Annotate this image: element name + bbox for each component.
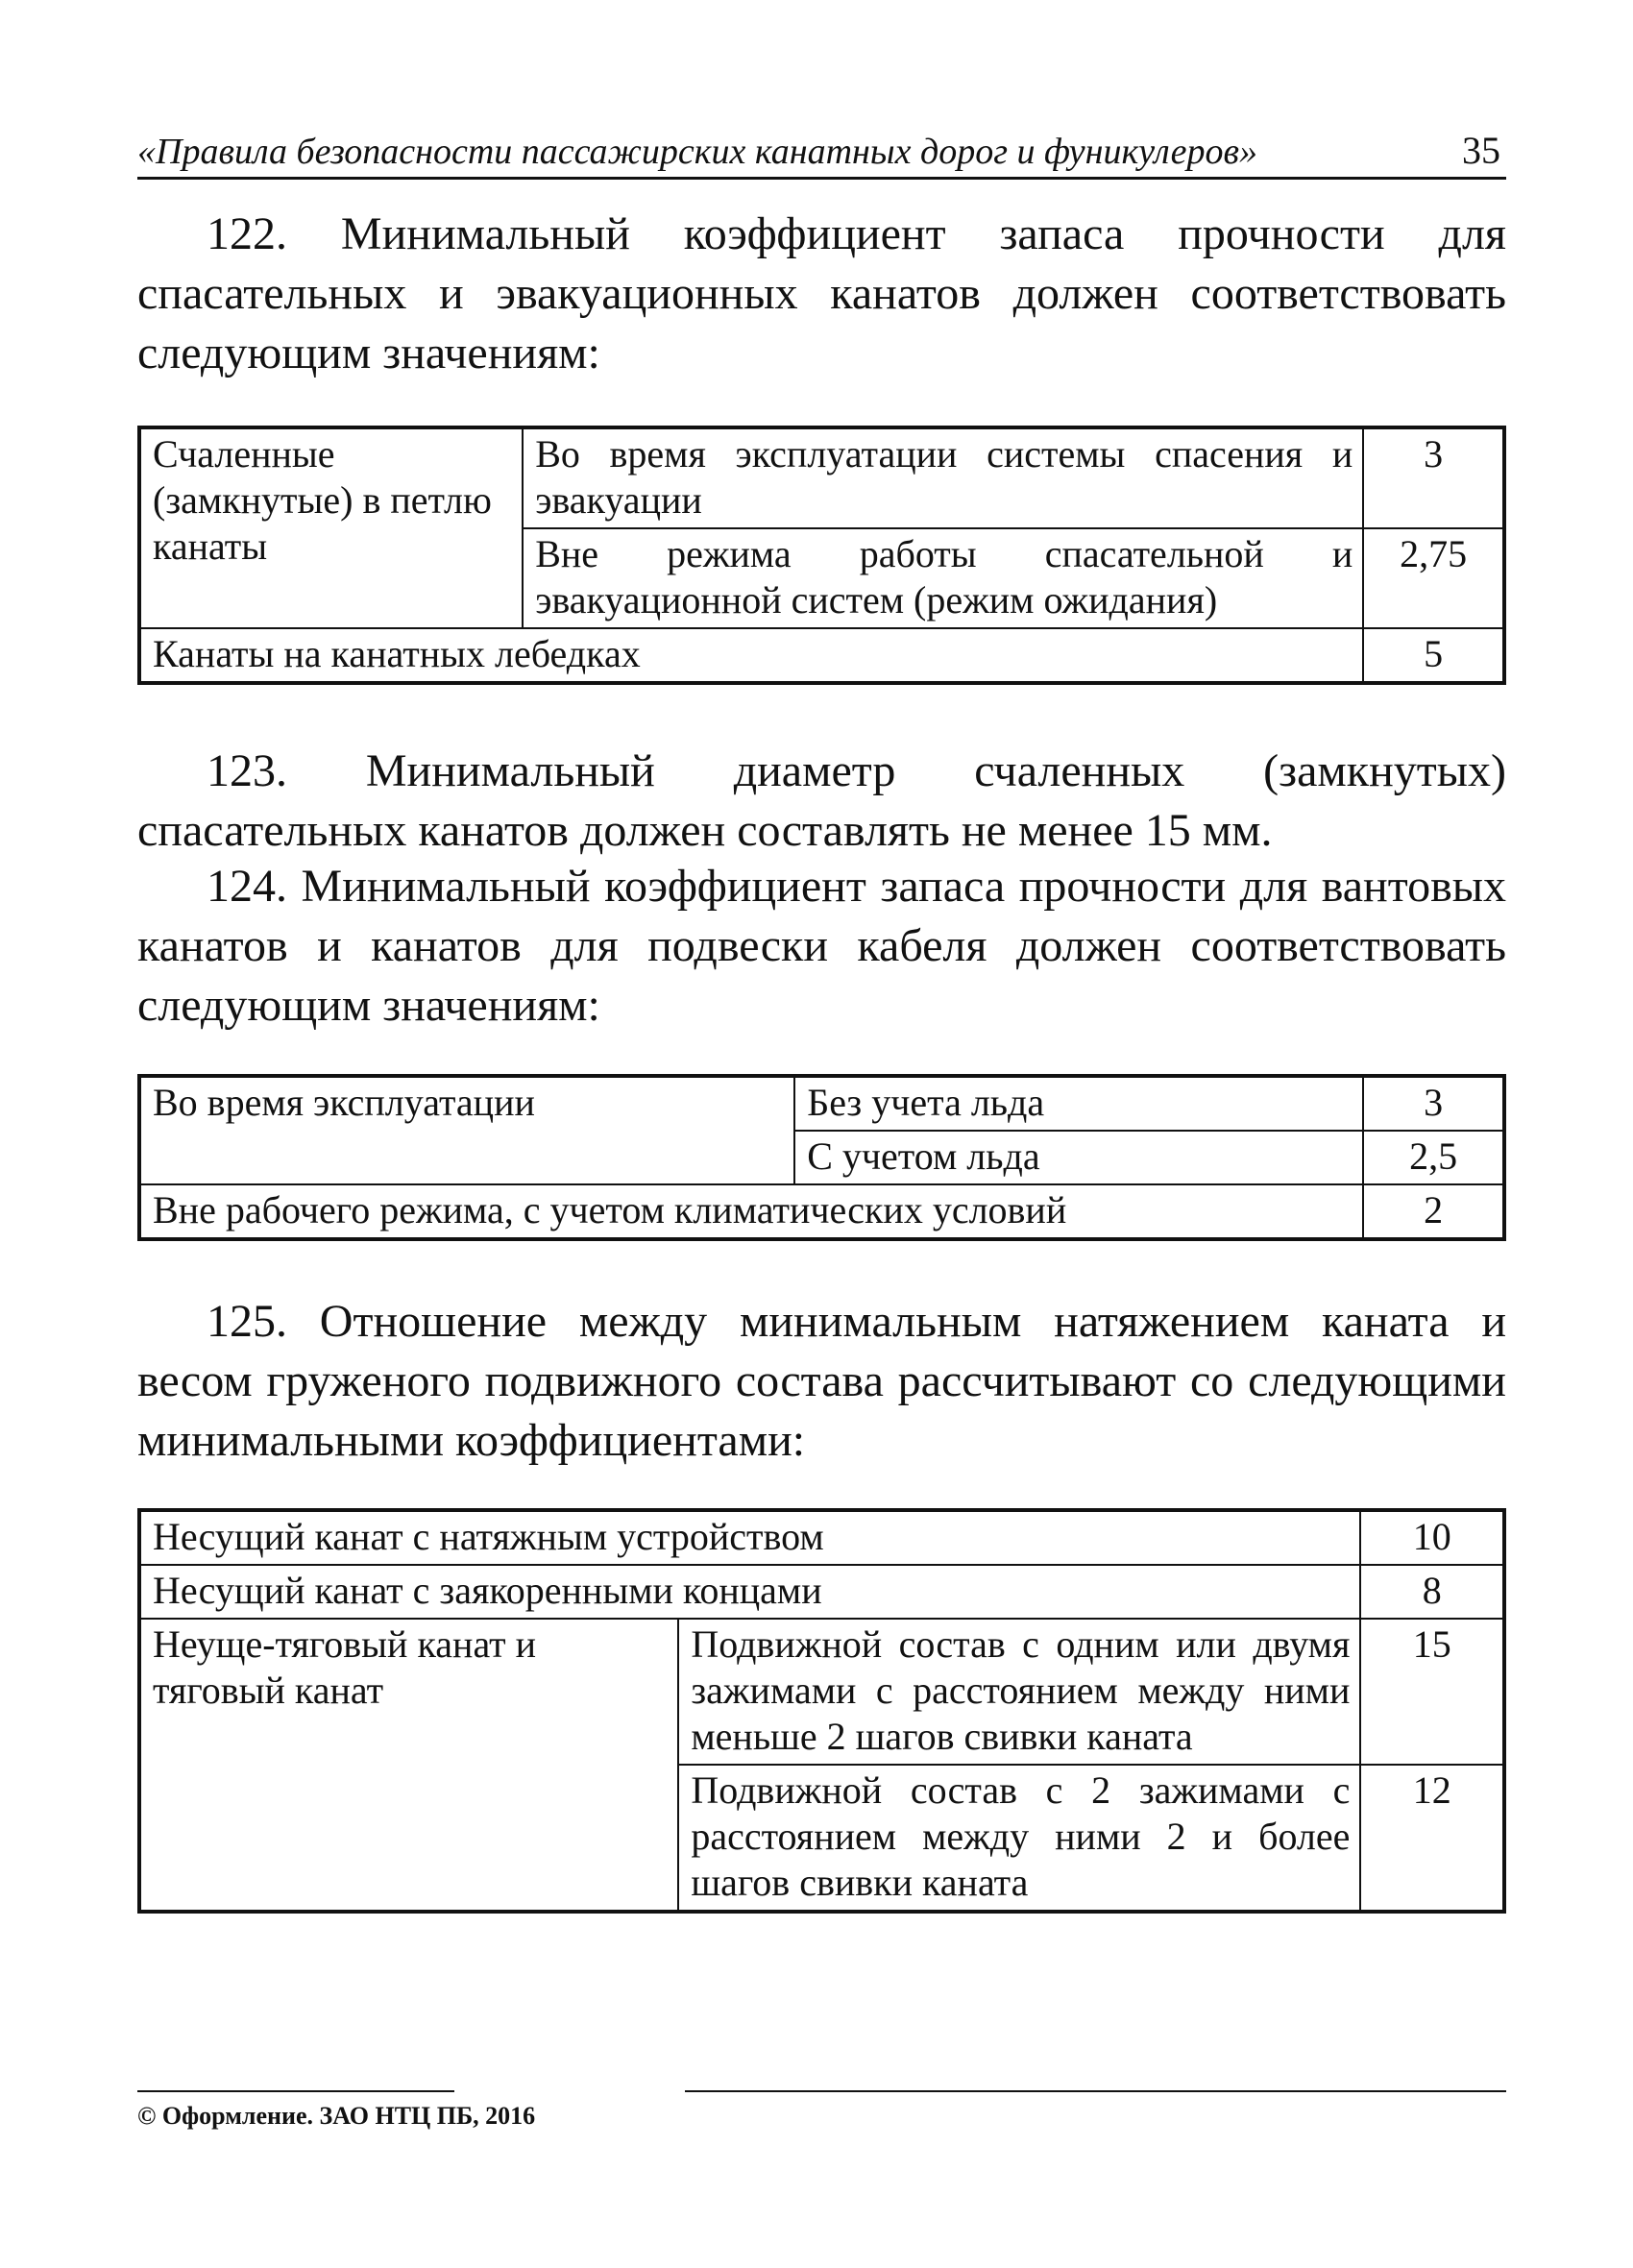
table3-value-cell: 15: [1360, 1619, 1504, 1765]
table-tension-coefficients: [137, 1508, 1506, 1914]
table2-group-cell: Во время эксплуатации: [139, 1076, 794, 1184]
table1-label-cell: Канаты на канатных лебедках: [139, 628, 1363, 683]
table1-value-cell: 5: [1363, 628, 1504, 683]
page-number: 35: [1462, 129, 1500, 172]
footer-rule-right: [685, 2090, 1506, 2092]
table3-value-cell: 10: [1360, 1510, 1504, 1565]
table3-value-cell: 12: [1360, 1765, 1504, 1912]
header-title: «Правила безопасности пассажирских канатных дорог и фуникулеров»: [137, 132, 1257, 172]
paragraph-124: [137, 857, 1506, 1036]
table-guy-ropes: [137, 1074, 1506, 1241]
table2-condition-cell: С учетом льда: [794, 1131, 1363, 1184]
table3-condition-cell: Подвижной состав с 2 зажимами с расстоянием между ними 2 и более шагов свивки каната: [678, 1765, 1360, 1912]
table1-condition-cell: Вне режима работы спасательной и эвакуационной систем (режим ожидания): [523, 528, 1363, 628]
table3-label-cell: Несущий канат с натяжным устройством: [139, 1510, 1360, 1565]
paragraph-124-text: 124. Минимальный коэффициент запаса прочности для вантовых канатов и канатов для подвески кабеля должен соответствовать следующим значениям:: [137, 861, 1506, 1031]
paragraph-123-text: 123. Минимальный диаметр счаленных (замкнутых) спасательных канатов должен составлять не менее 15 мм.: [137, 745, 1506, 856]
table3-condition-cell: Подвижной состав с одним или двумя зажимами с расстоянием между ними меньше 2 шагов свивки каната: [678, 1619, 1360, 1765]
table1-value-cell: 2,75: [1363, 528, 1504, 628]
table3-group-cell: Неуще-тяговый канат и тяговый канат: [139, 1619, 678, 1912]
table3-value-cell: 8: [1360, 1565, 1504, 1619]
table2-value-cell: 3: [1363, 1076, 1504, 1131]
running-header: [137, 129, 1506, 180]
table3-label-cell: Несущий канат с заякоренными концами: [139, 1565, 1360, 1619]
table2-label-cell: Вне рабочего режима, с учетом климатических условий: [139, 1184, 1363, 1239]
table1-condition-cell: Во время эксплуатации системы спасения и эвакуации: [523, 427, 1363, 528]
paragraph-122-text: 122. Минимальный коэффициент запаса прочности для спасательных и эвакуационных канатов должен соответствовать следующим значениям:: [137, 208, 1506, 378]
table1-group-cell: Счаленные (замкнутые) в петлю канаты: [139, 427, 523, 628]
paragraph-123: [137, 742, 1506, 861]
document-page: [137, 0, 1506, 2268]
table1-value-cell: 3: [1363, 427, 1504, 528]
table2-value-cell: 2,5: [1363, 1131, 1504, 1184]
footer-rule-left: [137, 2090, 454, 2092]
footer-copyright: © Оформление. ЗАО НТЦ ПБ, 2016: [137, 2102, 536, 2130]
paragraph-125: [137, 1292, 1506, 1471]
paragraph-125-text: 125. Отношение между минимальным натяжением каната и весом груженого подвижного состава рассчитывают со следующими минимальными коэффициентами:: [137, 1296, 1506, 1466]
paragraph-122: [137, 205, 1506, 383]
table-rescue-ropes: [137, 426, 1506, 685]
table2-condition-cell: Без учета льда: [794, 1076, 1363, 1131]
table2-value-cell: 2: [1363, 1184, 1504, 1239]
